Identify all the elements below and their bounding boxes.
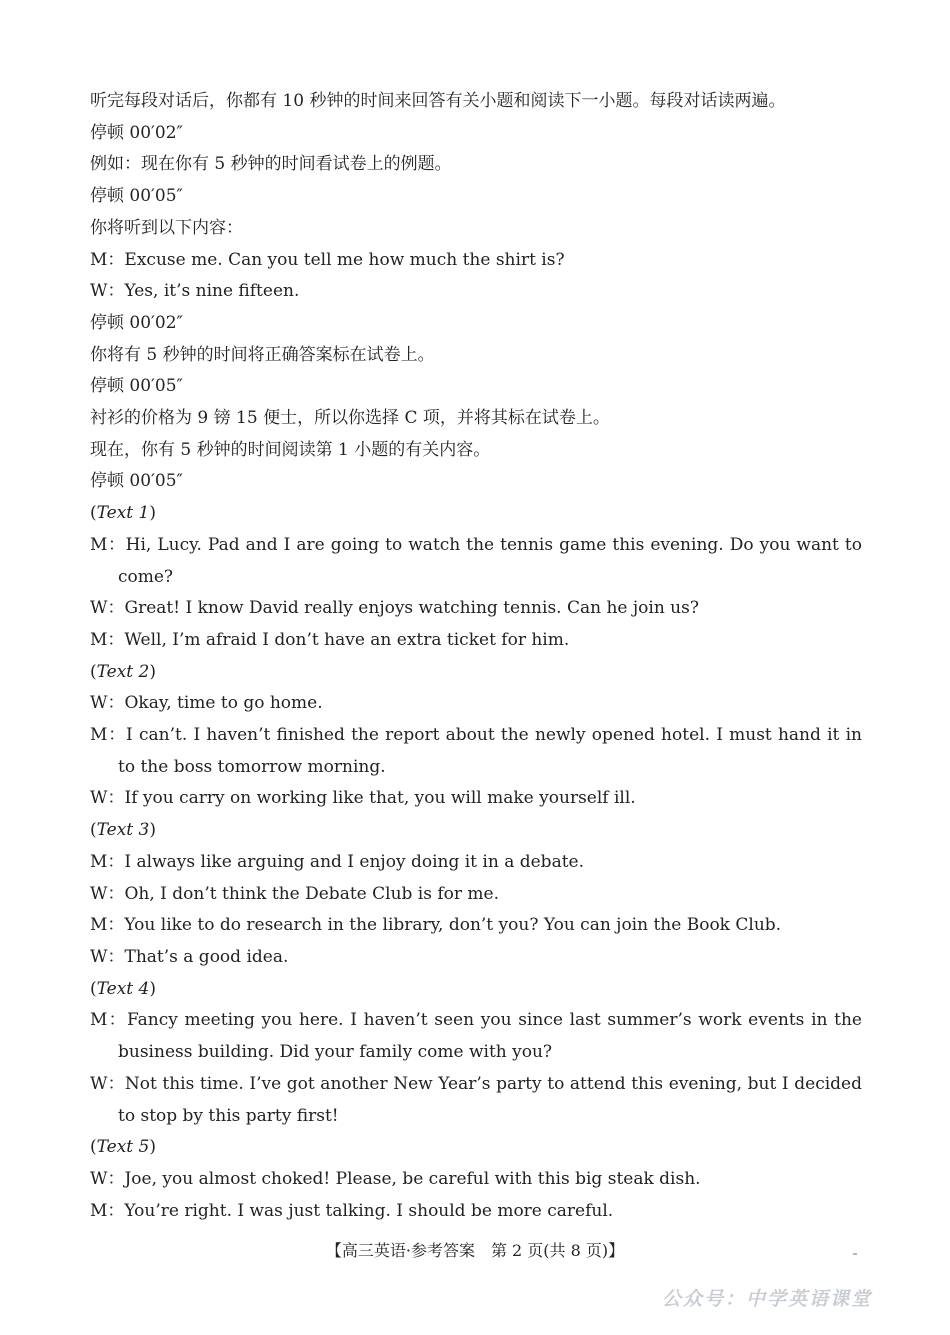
page-footer: 【高三英语·参考答案 第 2 页(共 8 页)】: [325, 1241, 625, 1260]
text-label-name: Text 2: [96, 661, 150, 682]
text-label: (Text 4): [90, 978, 156, 999]
speaker-label: M：: [90, 534, 126, 555]
dialogue-line: [90, 276, 862, 308]
dialogue-text: Fancy meeting you here. I haven’t seen you since last summer’s work events in the business building. Did your family come with you?: [118, 1010, 862, 1063]
text-label: (Text 2): [90, 661, 156, 682]
dialogue-line: [90, 530, 862, 593]
dialogue-text: Not this time. I’ve got another New Year’s party to attend this evening, but I decided to stop by this party first!: [118, 1073, 862, 1126]
speaker-label: M：: [90, 851, 125, 872]
dialogue-line: [90, 783, 862, 815]
scan-mark: [853, 1253, 857, 1255]
speaker-label: M：: [90, 915, 125, 936]
dialogue-line: [90, 625, 862, 657]
instruction-line: 你将听到以下内容：: [90, 217, 243, 238]
instruction-line: 停顿 00′02″: [90, 312, 183, 333]
speaker-label: M：: [90, 249, 125, 270]
text-label-name: Text 3: [96, 820, 150, 841]
instruction-line: 听完每段对话后，你都有 10 秒钟的时间来回答有关小题和阅读下一小题。每段对话读两遍。: [90, 91, 786, 111]
speaker-label: W：: [90, 598, 125, 619]
text-label-name: Text 5: [96, 1137, 150, 1158]
speaker-label: M：: [90, 629, 125, 650]
dialogue-text: Yes, it’s nine fifteen.: [124, 281, 300, 302]
dialogue-line: [90, 1196, 862, 1228]
dialogue-text: Oh, I don’t think the Debate Club is for me.: [124, 883, 500, 904]
dialogue-line: [90, 879, 862, 911]
dialogue-text: You like to do research in the library, don’t you? You can join the Book Club.: [124, 915, 782, 936]
speaker-label: W：: [90, 693, 125, 714]
speaker-label: M：: [90, 725, 127, 746]
speaker-label: W：: [90, 883, 125, 904]
text-label: (Text 1): [90, 503, 156, 524]
dialogue-line: [90, 910, 862, 942]
dialogue-line: [90, 720, 862, 783]
dialogue-line: [90, 688, 862, 720]
dialogue-text: Great! I know David really enjoys watching tennis. Can he join us?: [124, 598, 699, 619]
dialogue-text: If you carry on working like that, you will make yourself ill.: [124, 788, 636, 809]
dialogue-text: Okay, time to go home.: [124, 693, 323, 714]
speaker-label: W：: [90, 946, 125, 967]
instruction-line: 停顿 00′05″: [90, 186, 183, 207]
dialogue-text: Excuse me. Can you tell me how much the shirt is?: [124, 249, 565, 270]
watermark: 公众号：中学英语课堂: [661, 1288, 872, 1310]
speaker-label: W：: [90, 1168, 125, 1189]
speaker-label: W：: [90, 281, 125, 302]
speaker-label: W：: [90, 788, 125, 809]
text-label-name: Text 1: [96, 503, 150, 524]
dialogue-text: You’re right. I was just talking. I should be more careful.: [124, 1200, 614, 1221]
text-label: (Text 3): [90, 820, 156, 841]
instruction-line: 你将有 5 秒钟的时间将正确答案标在试卷上。: [90, 344, 435, 365]
dialogue-text: Well, I’m afraid I don’t have an extra ticket for him.: [124, 629, 570, 650]
instruction-line: 停顿 00′05″: [90, 471, 183, 492]
text-label-name: Text 4: [96, 978, 150, 999]
dialogue-line: [90, 593, 862, 625]
dialogue-line: [90, 245, 862, 277]
dialogue-text: That’s a good idea.: [124, 946, 289, 967]
dialogue-text: Joe, you almost choked! Please, be careful with this big steak dish.: [124, 1168, 701, 1189]
instruction-line: 衬衫的价格为 9 镑 15 便士，所以你选择 C 项，并将其标在试卷上。: [90, 408, 610, 429]
dialogue-text: Hi, Lucy. Pad and I are going to watch the tennis game this evening. Do you want to come?: [118, 534, 862, 587]
instruction-line: 例如：现在你有 5 秒钟的时间看试卷上的例题。: [90, 154, 452, 175]
speaker-label: M：: [90, 1200, 125, 1221]
dialogue-line: [90, 847, 862, 879]
dialogue-line: [90, 942, 862, 974]
instruction-line: 停顿 00′05″: [90, 376, 183, 397]
instruction-line: 现在，你有 5 秒钟的时间阅读第 1 小题的有关内容。: [90, 439, 491, 460]
instruction-line: 停顿 00′02″: [90, 122, 183, 143]
document-body: [90, 86, 862, 1227]
dialogue-text: I always like arguing and I enjoy doing it in a debate.: [124, 851, 584, 872]
text-label: (Text 5): [90, 1137, 156, 1158]
speaker-label: M：: [90, 1010, 127, 1031]
dialogue-line: [90, 1069, 862, 1132]
dialogue-line: [90, 1164, 862, 1196]
dialogue-line: [90, 1005, 862, 1068]
speaker-label: W：: [90, 1073, 125, 1094]
dialogue-text: I can’t. I haven’t finished the report about the newly opened hotel. I must hand it in to the boss tomorrow morning.: [118, 725, 862, 777]
